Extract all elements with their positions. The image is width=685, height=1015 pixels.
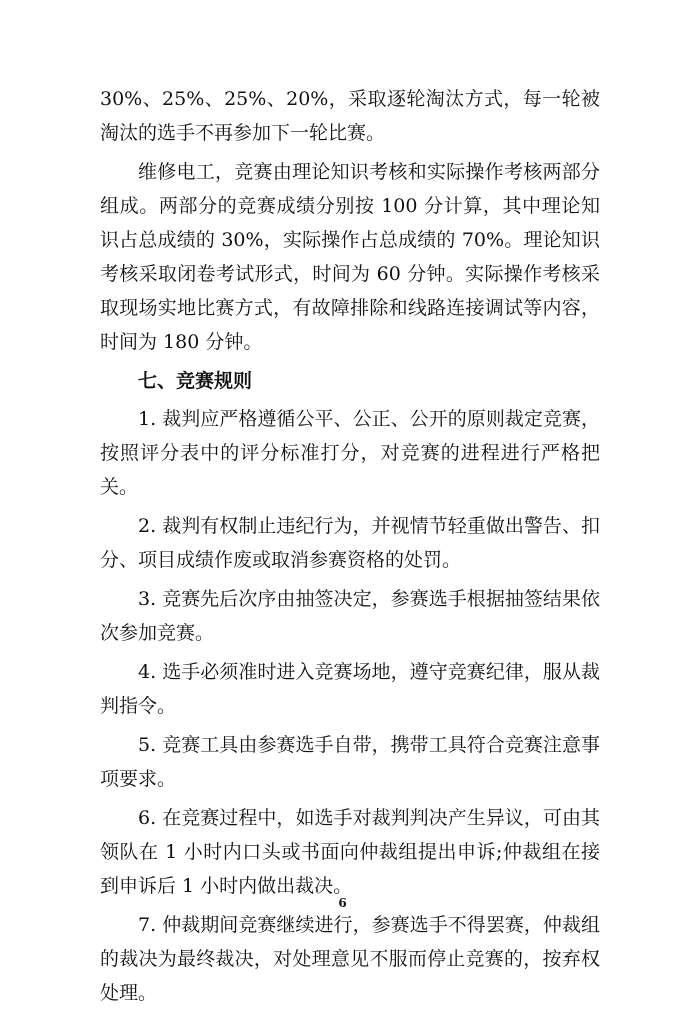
rule-item-1: 1. 裁判应严格遵循公平、公正、公开的原则裁定竞赛，按照评分表中的评分标准打分，对竞赛的进程进行严格把关。 bbox=[100, 408, 600, 498]
rule-item-3: 3. 竞赛先后次序由抽签决定，参赛选手根据抽签结果依次参加竞赛。 bbox=[100, 588, 600, 644]
rule-item-4: 4. 选手必须准时进入竞赛场地，遵守竞赛纪律，服从裁判指令。 bbox=[100, 661, 600, 717]
section-heading: 七、竞赛规则 bbox=[138, 370, 253, 392]
rule-item-2: 2. 裁判有权制止违纪行为，并视情节轻重做出警告、扣分、项目成绩作废或取消参赛资格的处罚。 bbox=[100, 515, 600, 571]
paragraph-continuation: 30%、25%、25%、20%，采取逐轮淘汰方式，每一轮被淘汰的选手不再参加下一轮比赛。 bbox=[100, 88, 600, 144]
document-body bbox=[100, 82, 600, 1015]
page-number: 6 bbox=[338, 896, 347, 910]
paragraph-electrician: 维修电工，竞赛由理论知识考核和实际操作考核两部分组成。两部分的竞赛成绩分别按 100 分计算，其中理论知识占总成绩的 30%，实际操作占总成绩的 70%。理论知识考核采取闭卷考试形式，时间为 60 分钟。实际操作考核采取现场实地比赛方式，有故障排除和线路连接调试等内容，时间为 180 分钟。 bbox=[100, 161, 600, 353]
rule-item-7: 7. 仲裁期间竞赛继续进行，参赛选手不得罢赛，仲裁组的裁决为最终裁决，对处理意见不服而停止竞赛的，按弃权处理。 bbox=[100, 914, 600, 1004]
rule-item-5: 5. 竞赛工具由参赛选手自带，携带工具符合竞赛注意事项要求。 bbox=[100, 734, 600, 790]
rule-item-6: 6. 在竞赛过程中，如选手对裁判判决产生异议，可由其领队在 1 小时内口头或书面向仲裁组提出申诉;仲裁组在接到申诉后 1 小时内做出裁决。 bbox=[100, 807, 600, 897]
